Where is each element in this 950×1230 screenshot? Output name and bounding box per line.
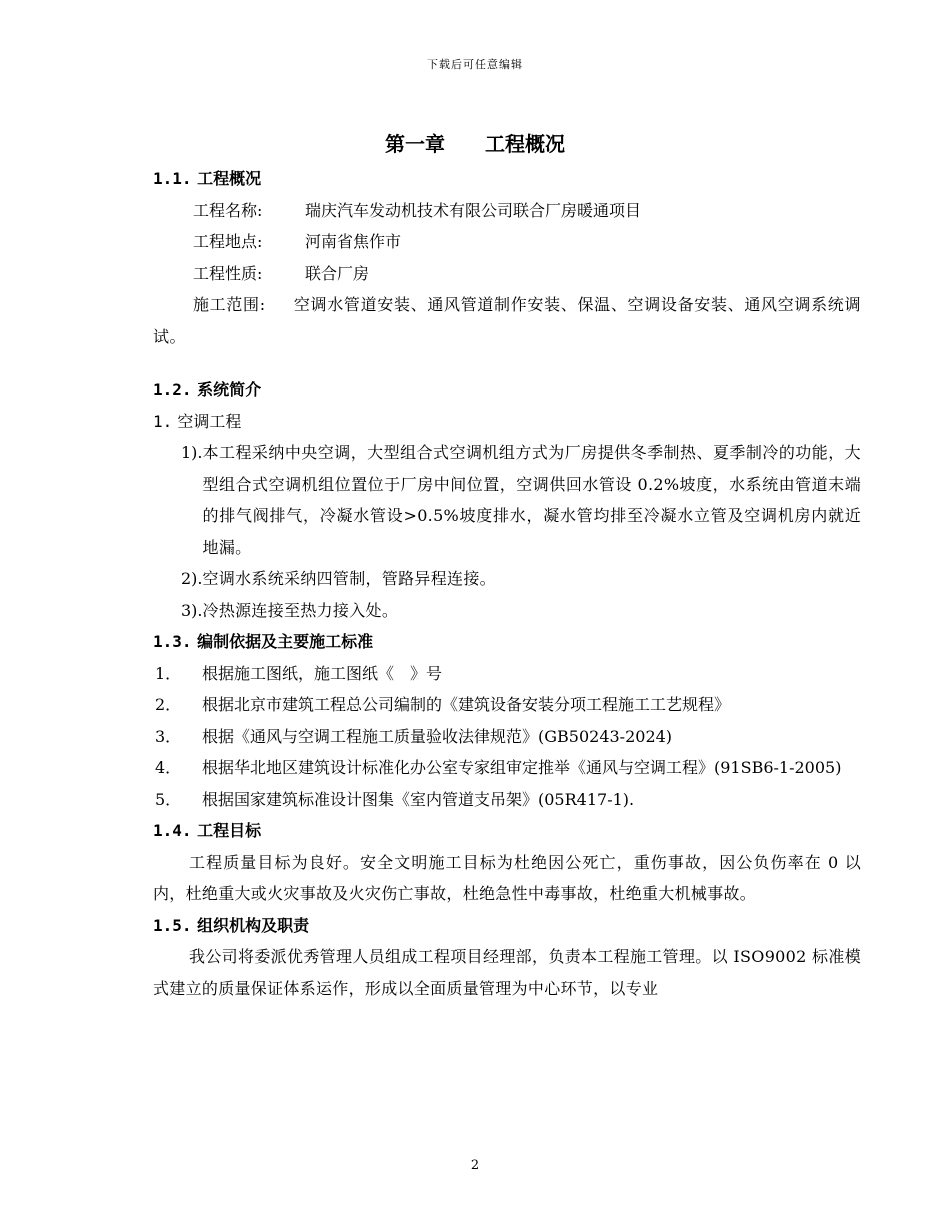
list-item <box>153 437 861 563</box>
section-heading <box>153 815 861 847</box>
subsection-title: 空调工程 <box>177 411 242 431</box>
organization-paragraph: 我公司将委派优秀管理人员组成工程项目经理部，负责本工程施工管理。以 ISO9002 标准模式建立的质量保证体系运作，形成以全面质量管理为中心环节，以专业 <box>153 947 861 998</box>
scope-paragraph <box>153 289 861 352</box>
section-heading <box>153 910 861 942</box>
subsection-heading <box>153 406 861 438</box>
info-label: 工程地点: <box>193 232 263 251</box>
info-value: 联合厂房 <box>305 263 370 283</box>
page-number: 2 <box>470 1158 480 1173</box>
info-value: 瑞庆汽车发动机技术有限公司联合厂房暖通项目 <box>305 200 642 220</box>
standard-item <box>153 784 861 816</box>
standard-text: 根据华北地区建筑设计标准化办公室专家组审定推举《通风与空调工程》(91SB6-1-2005) <box>202 758 842 777</box>
goals-paragraph: 工程质量目标为良好。安全文明施工目标为杜绝因公死亡，重伤事故，因公负伤率在 0 以内，杜绝重大或火灾事故及火灾伤亡事故，杜绝急性中毒事故，杜绝重大机械事故。 <box>153 852 861 903</box>
list-item-number: 3). <box>181 600 203 620</box>
chapter-title: 第一章 工程概况 <box>385 132 565 156</box>
info-label: 工程性质: <box>193 263 263 283</box>
standard-number: 1． <box>155 663 182 683</box>
list-item-number: 1). <box>181 443 203 462</box>
info-row <box>153 258 861 290</box>
scope-label: 施工范围: <box>193 295 266 314</box>
section-heading <box>153 626 861 658</box>
subsection-number: 1. <box>153 411 173 431</box>
standard-item <box>153 658 861 690</box>
section-heading <box>153 374 861 406</box>
standard-text: 根据《通风与空调工程施工质量验收法律规范》(GB50243-2024) <box>202 726 673 746</box>
section-title: 系统简介 <box>197 380 262 399</box>
section-number: 1.3. <box>153 632 192 651</box>
info-value: 河南省焦作市 <box>305 232 402 251</box>
standard-number: 5． <box>155 789 182 809</box>
list-item <box>153 563 861 595</box>
section-title: 编制依据及主要施工标准 <box>197 632 374 651</box>
section-number: 1.4. <box>153 821 192 840</box>
info-label: 工程名称: <box>193 200 263 220</box>
section-heading <box>153 163 861 195</box>
scope-value: 空调水管道安装、通风管道制作安装、保温、空调设备安装、通风空调系统调试。 <box>153 295 861 346</box>
list-item <box>153 595 861 627</box>
standard-item <box>153 752 861 784</box>
standard-item <box>153 721 861 753</box>
section-number: 1.1. <box>153 169 192 188</box>
standard-number: 3． <box>155 726 182 746</box>
standard-text: 根据施工图纸，施工图纸《 》号 <box>202 663 443 683</box>
standard-text: 根据北京市建筑工程总公司编制的《建筑设备安装分项工程施工工艺规程》 <box>202 695 731 714</box>
info-row <box>153 226 861 258</box>
list-item-number: 2). <box>181 569 203 588</box>
section-title: 组织机构及职责 <box>197 915 310 935</box>
list-item-text: 空调水系统采纳四管制，管路异程连接。 <box>202 569 496 588</box>
section-title: 工程目标 <box>197 821 262 840</box>
section-number: 1.2. <box>153 380 192 399</box>
info-row <box>153 195 861 227</box>
standard-number: 4． <box>155 758 182 777</box>
list-item-text: 冷热源连接至热力接入处。 <box>202 600 399 620</box>
document-body <box>153 163 861 1004</box>
standard-text: 根据国家建筑标准设计图集《室内管道支吊架》(05R417-1). <box>202 789 635 809</box>
standard-item <box>153 689 861 721</box>
section-number: 1.5. <box>153 915 192 935</box>
page-header: 下载后可任意编辑 <box>427 58 523 71</box>
list-item-text: 本工程采纳中央空调，大型组合式空调机组方式为厂房提供冬季制热、夏季制冷的功能，大型组合式空调机组位置位于厂房中间位置，空调供回水管设 0.2%坡度，水系统由管道末端的排气阀排气，冷凝水管设>0.5%坡度排水，凝水管均排至冷凝水立管及空调机房内就近地漏。 <box>202 443 861 557</box>
standard-number: 2． <box>155 695 182 714</box>
section-title: 工程概况 <box>197 169 262 188</box>
